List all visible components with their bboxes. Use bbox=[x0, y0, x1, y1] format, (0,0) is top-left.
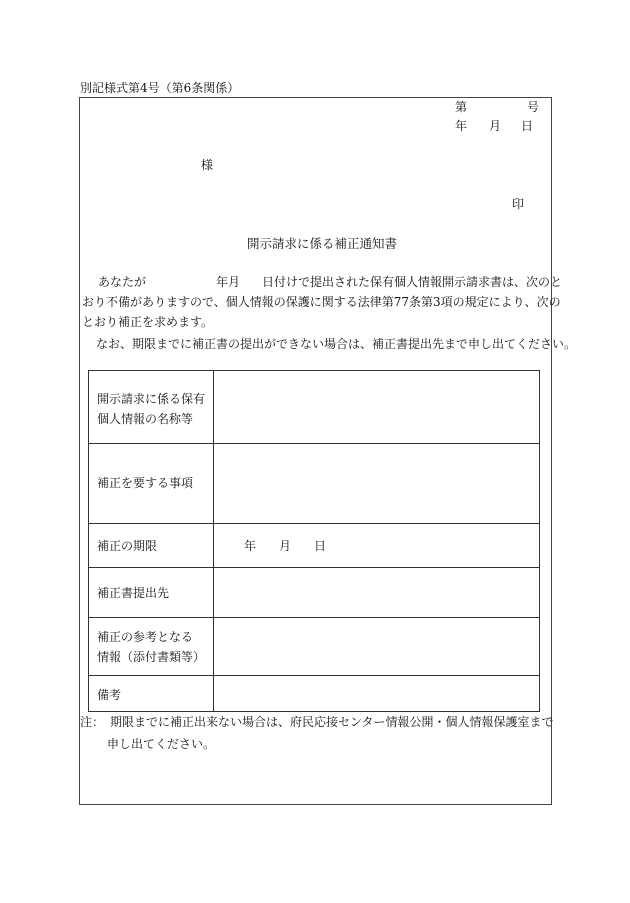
form-identifier: 別記様式第4号（第6条関係） bbox=[80, 81, 240, 95]
row-label bbox=[89, 676, 214, 711]
row-value-field[interactable] bbox=[214, 371, 539, 443]
body-line-4: なお、期限までに補正書の提出ができない場合は、補正書提出先まで申し出てください。 bbox=[96, 337, 577, 351]
body-text: 日付けで提出された保有個人情報開示請求書は、次のと bbox=[262, 275, 563, 289]
body-text: あなたが bbox=[98, 275, 147, 289]
date-year-label: 年 bbox=[455, 119, 468, 133]
row-label-line: 補正を要する事項 bbox=[97, 476, 194, 490]
footnote-line-1: 注： 期限までに補正出来ない場合は、府民応接センター情報公開・個人情報保護室まで bbox=[80, 715, 554, 729]
deadline-month-label: 月 bbox=[279, 539, 292, 553]
correction-table bbox=[88, 370, 540, 712]
row-label-line: 開示請求に係る保有 bbox=[97, 392, 206, 406]
deadline-year-label: 年 bbox=[244, 539, 257, 553]
document-title: 開示請求に係る補正通知書 bbox=[247, 236, 398, 251]
date-day-label: 日 bbox=[521, 119, 534, 133]
row-label bbox=[89, 618, 214, 675]
number-prefix: 第 bbox=[455, 100, 468, 114]
row-label-line: 補正の期限 bbox=[97, 539, 158, 553]
table-row bbox=[89, 443, 539, 523]
body-year-label: 年 bbox=[216, 275, 229, 289]
table-row bbox=[89, 675, 539, 711]
table-row bbox=[89, 523, 539, 567]
row-label-line: 個人情報の名称等 bbox=[97, 412, 194, 426]
row-label bbox=[89, 524, 214, 567]
row-value-field[interactable] bbox=[214, 676, 539, 711]
row-value-field[interactable] bbox=[214, 618, 539, 675]
row-label-line: 備考 bbox=[97, 688, 122, 702]
row-label-line: 補正の参考となる bbox=[97, 630, 194, 644]
table-row bbox=[89, 371, 539, 443]
date-month-label: 月 bbox=[489, 119, 502, 133]
addressee-suffix: 様 bbox=[201, 158, 214, 172]
table-row bbox=[89, 617, 539, 675]
body-line-2: おり不備がありますので、個人情報の保護に関する法律第77条第3項の規定により、次の bbox=[82, 295, 561, 309]
table-row bbox=[89, 567, 539, 617]
row-value-field[interactable] bbox=[214, 524, 539, 567]
row-value-field[interactable] bbox=[214, 568, 539, 617]
footnote-line-2: 申し出てください。 bbox=[107, 737, 216, 751]
seal-mark: 印 bbox=[512, 197, 525, 211]
row-label bbox=[89, 568, 214, 617]
body-line-3: とおり補正を求めます。 bbox=[82, 315, 214, 329]
row-value-field[interactable] bbox=[214, 444, 539, 523]
row-label-line: 情報（添付書類等） bbox=[97, 650, 206, 664]
deadline-day-label: 日 bbox=[314, 539, 327, 553]
row-label bbox=[89, 371, 214, 443]
row-label bbox=[89, 444, 214, 523]
row-label-line: 補正書提出先 bbox=[97, 586, 170, 600]
number-suffix: 号 bbox=[527, 100, 540, 114]
body-month-label: 月 bbox=[228, 275, 241, 289]
